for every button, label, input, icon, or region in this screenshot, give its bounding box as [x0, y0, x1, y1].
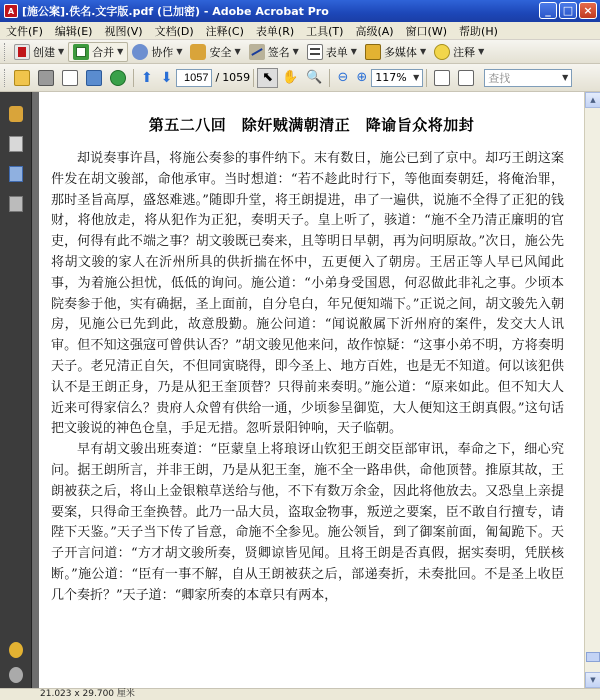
- create-button[interactable]: [10, 42, 68, 62]
- chevron-down-icon: ▼: [234, 47, 241, 56]
- menu-file[interactable]: 文件(F): [6, 24, 43, 38]
- menu-tools[interactable]: 工具(T): [306, 24, 344, 38]
- scroll-down-arrow[interactable]: ▼: [585, 672, 600, 688]
- menu-forms[interactable]: 表单(R): [255, 24, 295, 38]
- toolbar-separator: [253, 69, 254, 87]
- sign-button[interactable]: [245, 42, 303, 62]
- globe-button[interactable]: [106, 68, 130, 88]
- vertical-scrollbar[interactable]: [584, 92, 600, 688]
- toolbar-separator: [329, 69, 330, 87]
- forms-button[interactable]: [303, 42, 361, 62]
- collaborate-label: 协作: [151, 45, 174, 59]
- fit-width-button[interactable]: [454, 68, 478, 88]
- collaborate-button[interactable]: [128, 42, 186, 62]
- chapter-title: 第五二八回 除奸贼满朝清正 降谕旨众将加封: [148, 116, 475, 134]
- comment-button[interactable]: [430, 42, 488, 62]
- chevron-down-icon: ▼: [478, 47, 485, 56]
- combine-files-icon: [73, 44, 89, 60]
- arrow-up-icon: ⬆: [141, 69, 153, 86]
- chevron-down-icon: ▼: [292, 47, 299, 56]
- toolbar-grip[interactable]: [4, 43, 7, 61]
- search-placeholder: 查找: [488, 71, 511, 85]
- email-icon: [62, 70, 78, 86]
- comments-icon[interactable]: [9, 642, 23, 658]
- page-size-readout: 21.023 x 29.700 厘米: [40, 689, 135, 699]
- chevron-down-icon: ▼: [176, 47, 183, 56]
- zoom-select[interactable]: [371, 69, 423, 87]
- maximize-button[interactable]: □: [559, 2, 577, 19]
- zoom-value: 117%: [375, 71, 407, 84]
- sign-label: 签名: [267, 45, 290, 59]
- create-pdf-icon: [14, 44, 30, 60]
- body-paragraph: 却说奏事许昌，将施公奏参的事件纳下。末有数日，施公已到了京中。却巧王朗这案件发在胡文骏部，命他承审。当时想道：“若不趁此时行下，等他面奏朝廷，将俺治罪，那时圣旨高厚，盛怒难逃。”随即升堂，将王朗提进，串了一遍供，说施不全得了正犯的钱财，将他放走，将从犯作为正犯，奏明天子。皇上听了，骇道：“施不全乃清正廉明的官吏，何得有此不端之事？胡文骏既已奏来，且等明日早朝，再为问明原故。”次日，施公先将胡文骏的家人在沂州所具的供折揣在怀中，五更便入了朝房。王居正等人早已风闻此事，为着施公担忧，低低的询问。施公道：“小弟身受国恩，何忍做此非礼之事。少顷本院奏参于他，实有确据，圣上面前，自分皂白，年兄便知端下。”正说之间，胡文骏先入朝房，见施公已先到此，故意殷勤。施公问道：“闻说敝属下沂州府的案件，发交大人讯审。但不知这强寇可曾供认否？”胡文骏见他来问，故作惊疑：“这事小弟不明，方将奏明天子。老兄清正自矢，不但同寅晓得，即今圣上、地方百姓，也是无不知道。何以该犯供认不是王朗正身，乃是从犯王奎顶替？只得前来奏明。”施公道：“原来如此。但不知大人近来可得家信么？贵府人众曾有供给一通，少顷参呈御览，大人便知这王朗真假。”这句话把文骏说的神色仓皇，手足无措。忽听景阳钟响，天子临朝。: [51, 151, 564, 437]
- chevron-down-icon: ▼: [117, 47, 124, 56]
- minimize-button[interactable]: _: [539, 2, 557, 19]
- menu-advanced[interactable]: 高级(A): [355, 24, 394, 38]
- multimedia-label: 多媒体: [383, 45, 417, 59]
- zoom-in-button[interactable]: [352, 68, 371, 88]
- acrobat-app-icon[interactable]: A: [4, 4, 18, 18]
- arrow-down-icon: ⬇: [160, 69, 173, 86]
- total-pages: 1059: [222, 71, 251, 84]
- folder-icon: [14, 70, 30, 86]
- scroll-thumb[interactable]: [586, 652, 600, 662]
- hand-icon: ✋: [282, 70, 299, 85]
- page-separator: /: [215, 71, 220, 84]
- chevron-down-icon: ▼: [562, 73, 569, 82]
- previous-page-button[interactable]: [137, 68, 157, 88]
- title-bar: [0, 0, 600, 22]
- signatures-icon[interactable]: [9, 196, 23, 212]
- secure-label: 安全: [209, 45, 232, 59]
- fit-page-icon: [434, 70, 450, 86]
- window-title: [施公案].佚名.文字版.pdf (已加密) - Adobe Acrobat Pro: [22, 5, 329, 18]
- multimedia-icon: [365, 44, 381, 60]
- menu-window[interactable]: 窗口(W): [405, 24, 448, 38]
- collaborate-icon: [132, 44, 148, 60]
- cursor-icon: ⬉: [262, 70, 274, 85]
- document-view[interactable]: [33, 92, 584, 688]
- attachments-icon[interactable]: [9, 667, 23, 683]
- upload-button[interactable]: [82, 68, 106, 88]
- open-button[interactable]: [10, 68, 34, 88]
- magnifier-icon: 🔍: [306, 70, 323, 85]
- hand-tool-button[interactable]: [278, 68, 302, 88]
- pages-icon[interactable]: [9, 136, 23, 152]
- navigation-toolbar: [0, 64, 600, 92]
- sign-pen-icon: [249, 44, 265, 60]
- menu-comments[interactable]: 注释(C): [205, 24, 244, 38]
- pdf-page: [39, 92, 584, 688]
- chevron-down-icon: ▼: [58, 47, 65, 56]
- secure-button[interactable]: [186, 42, 244, 62]
- zoom-out-button[interactable]: [333, 68, 352, 88]
- page-number-input[interactable]: [176, 69, 212, 87]
- create-label: 创建: [33, 45, 55, 59]
- menu-edit[interactable]: 编辑(E): [54, 24, 93, 38]
- fit-page-button[interactable]: [430, 68, 454, 88]
- menu-help[interactable]: 帮助(H): [459, 24, 498, 38]
- print-button[interactable]: [34, 68, 58, 88]
- multimedia-button[interactable]: [361, 42, 430, 62]
- comment-icon: [434, 44, 450, 60]
- zoom-in-icon: ⊕: [356, 70, 368, 85]
- body-paragraph: 早有胡文骏出班奏道：“臣蒙皇上将琅讶山钦犯王朗交臣部审讯，奉命之下，细心究问。据王朗所言，并非王朗，乃是从犯王奎，施不全一路串供，命他顶替。推原其故，王朗被获之后，将山上金银粮草送给与他，不下有数万余金，因此将他放去。又恐皇上亲提要案，只得命王奎换替。此乃一品大员，盗取金物事，叛逆之要案，臣不敢自行擅专，请陛下天鉴。”天子当下传了旨意，命施不全参见。施公领旨，到了御案前面，匍匐跪下。天子开言问道：“方才胡文骏所奏，贤卿谅皆见闻。且将王朗是否真假，据实奏明，凭朕核断。”施公道：“臣有一事不解，自从王朗被获之后，部递奏折，未奏批回。不是圣上收臣几个奏折？”天子道：“卿家所奏的本章只有两本，: [51, 442, 564, 603]
- printer-icon: [38, 70, 54, 86]
- marquee-zoom-button[interactable]: [302, 68, 326, 88]
- toolbar-grip[interactable]: [4, 69, 7, 87]
- status-bar: [0, 688, 600, 700]
- menu-view[interactable]: 视图(V): [104, 24, 143, 38]
- toolbar-separator: [133, 69, 134, 87]
- tasks-toolbar: [0, 40, 600, 64]
- forms-icon: [307, 44, 323, 60]
- fit-width-icon: [458, 70, 474, 86]
- email-button[interactable]: [58, 68, 82, 88]
- menu-document[interactable]: 文档(D): [154, 24, 194, 38]
- next-page-button[interactable]: [157, 68, 177, 88]
- comment-label: 注释: [453, 45, 476, 59]
- select-tool-button[interactable]: [257, 68, 278, 88]
- combine-button[interactable]: [68, 42, 128, 62]
- toolbar-separator: [426, 69, 427, 87]
- search-input[interactable]: [484, 69, 572, 87]
- lock-icon: [190, 44, 206, 60]
- navigation-panel: [0, 92, 32, 688]
- chevron-down-icon: ▼: [350, 47, 357, 56]
- chevron-down-icon: ▼: [419, 47, 427, 56]
- zoom-out-icon: ⊖: [337, 70, 349, 85]
- chevron-down-icon: ▼: [413, 73, 420, 82]
- forms-label: 表单: [325, 45, 348, 59]
- window-controls: [539, 2, 597, 19]
- globe-icon: [110, 70, 126, 86]
- upload-icon: [86, 70, 102, 86]
- close-button[interactable]: ×: [579, 2, 597, 19]
- bookmarks-icon[interactable]: [9, 166, 23, 182]
- combine-label: 合并: [92, 45, 115, 59]
- menu-bar: [0, 22, 600, 40]
- security-lock-icon[interactable]: [9, 106, 23, 122]
- scroll-up-arrow[interactable]: ▲: [585, 92, 600, 108]
